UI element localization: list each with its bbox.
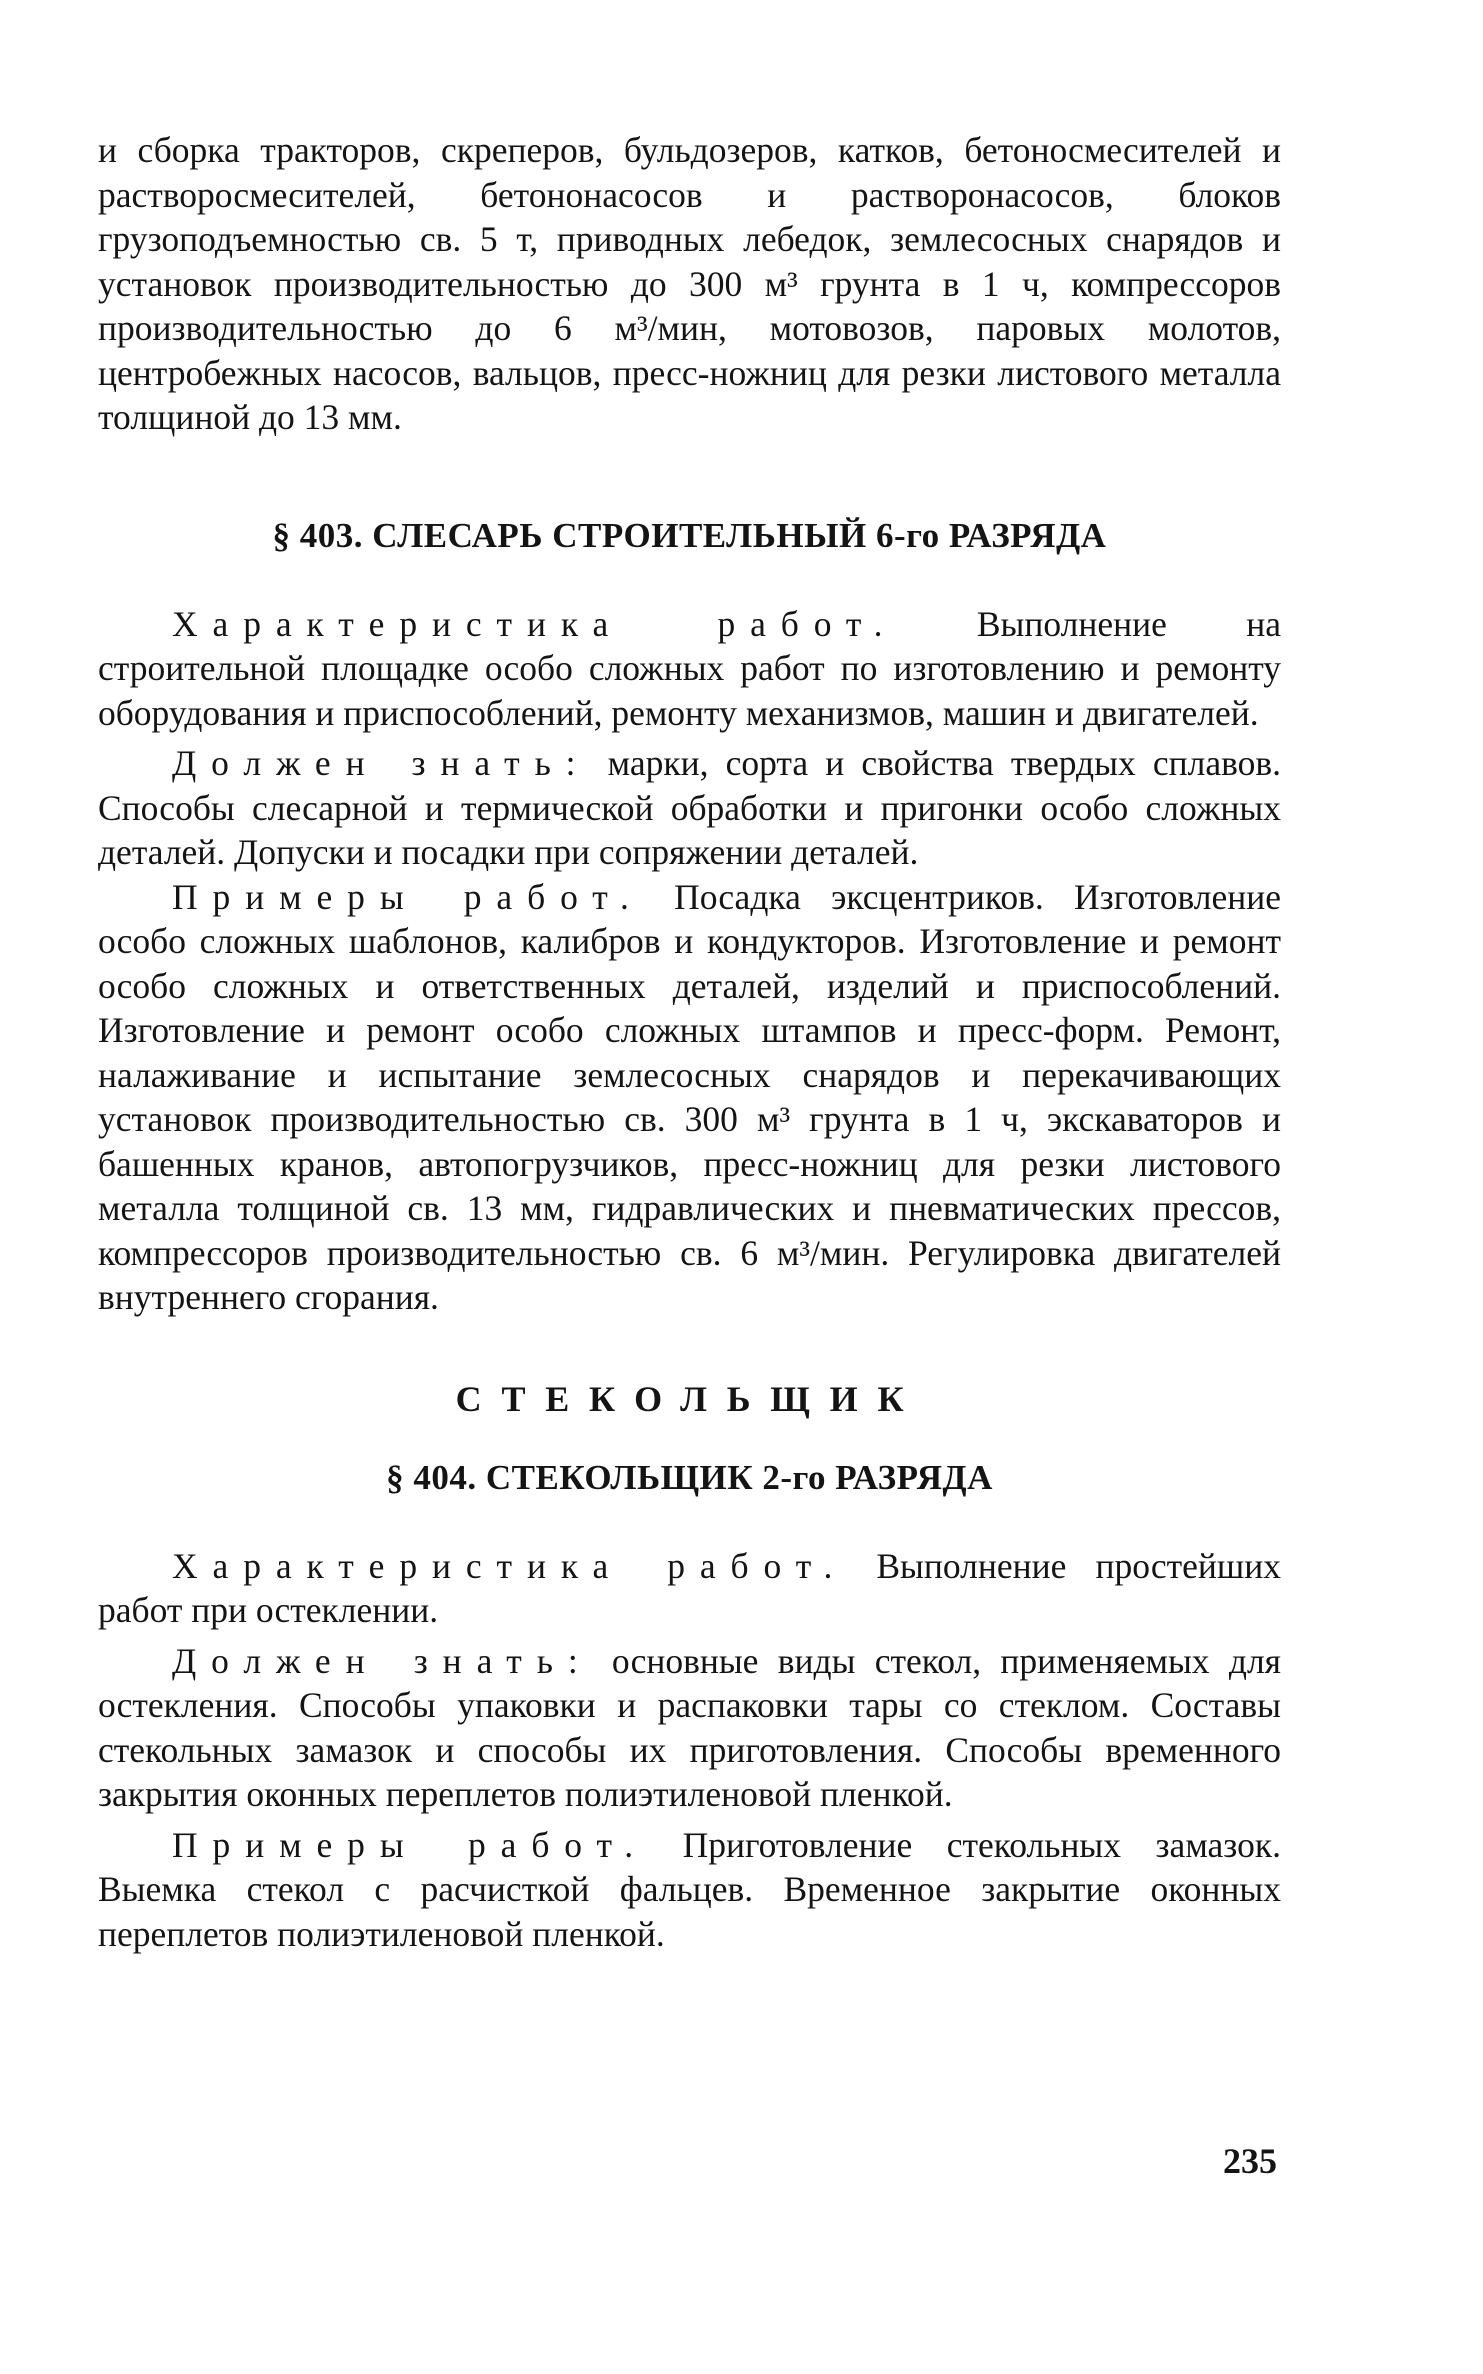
examples-text: Приготовление стекольных замазок. Выемка стекол с расчисткой фальцев. Временное закрытие оконных переплетов полиэтиленовой пленкой. xyxy=(98,1824,1281,1954)
profession-title: СТЕКОЛЬЩИК xyxy=(455,1378,924,1419)
page-number: 235 xyxy=(1223,2141,1277,2181)
knowledge-label: Должен знать: xyxy=(172,743,591,783)
section-403-knowledge xyxy=(98,741,1281,875)
examples-label: Примеры работ. xyxy=(172,1824,649,1865)
knowledge-text: марки, сорта и свойства твердых сплавов. Способы слесарной и термической обработки и пригонки особо сложных деталей. Допуски и посадки при сопряжении деталей. xyxy=(98,743,1281,872)
knowledge-text: основные виды стекол, применяемых для остекления. Способы упаковки и распаковки тары со стеклом. Составы стекольных замазок и способы их приготовления. Способы временного закрытия оконных переплетов полиэтиленовой пленкой. xyxy=(98,1640,1281,1814)
page-body xyxy=(98,128,1281,1956)
section-404-characteristics xyxy=(98,1544,1281,1633)
section-403-examples xyxy=(98,875,1281,1320)
examples-text: Посадка эксцентриков. Изготовление особо сложных шаблонов, калибров и кондукторов. Изготовление и ремонт особо сложных и ответственных деталей, изделий и приспособлений. Изготовление и ремонт особо сложных штампов и пресс-форм. Ремонт, налаживание и испытание землесосных снарядов и перекачивающих установок производительностью св. 300 м³ грунта в 1 ч, экскаваторов и башенных кранов, автопогрузчиков, пресс-ножниц для резки листового металла толщиной св. 13 мм, гидравлических и пневматических прессов, компрессоров производительностью св. 6 м³/мин. Регулировка двигателей внутреннего сгорания. xyxy=(98,876,1281,1317)
section-403-heading: § 403. СЛЕСАРЬ СТРОИТЕЛЬНЫЙ 6-го РАЗРЯДА xyxy=(272,515,1107,555)
characteristics-label: Характеристика работ. xyxy=(172,603,898,644)
examples-label: Примеры работ. xyxy=(172,876,644,917)
characteristics-text: Выполнение простейших работ при остеклении. xyxy=(98,1545,1281,1630)
characteristics-text: Выполнение на строительной площадке особо сложных работ по изготовлению и ремонту оборудования и приспособлений, ремонту механизмов, машин и двигателей. xyxy=(98,603,1281,733)
knowledge-label: Должен знать: xyxy=(172,1640,593,1681)
characteristics-label: Характеристика работ. xyxy=(172,1545,848,1586)
section-404-examples xyxy=(98,1823,1281,1957)
section-404-heading: § 404. СТЕКОЛЬЩИК 2-го РАЗРЯДА xyxy=(386,1457,993,1497)
intro-paragraph: и сборка тракторов, скреперов, бульдозеров, катков, бетоносмесителей и растворосмесителей, бетононасосов и растворонасосов, блоков грузоподъемностью св. 5 т, приводных лебедок, землесосных снарядов и установок производительностью до 300 м³ грунта в 1 ч, компрессоров производительностью до 6 м³/мин, мотовозов, паровых молотов, центробежных насосов, вальцов, пресс-ножниц для резки листового металла толщиной до 13 мм. xyxy=(98,130,1281,437)
section-403-characteristics xyxy=(98,602,1281,736)
section-404-knowledge xyxy=(98,1639,1281,1817)
